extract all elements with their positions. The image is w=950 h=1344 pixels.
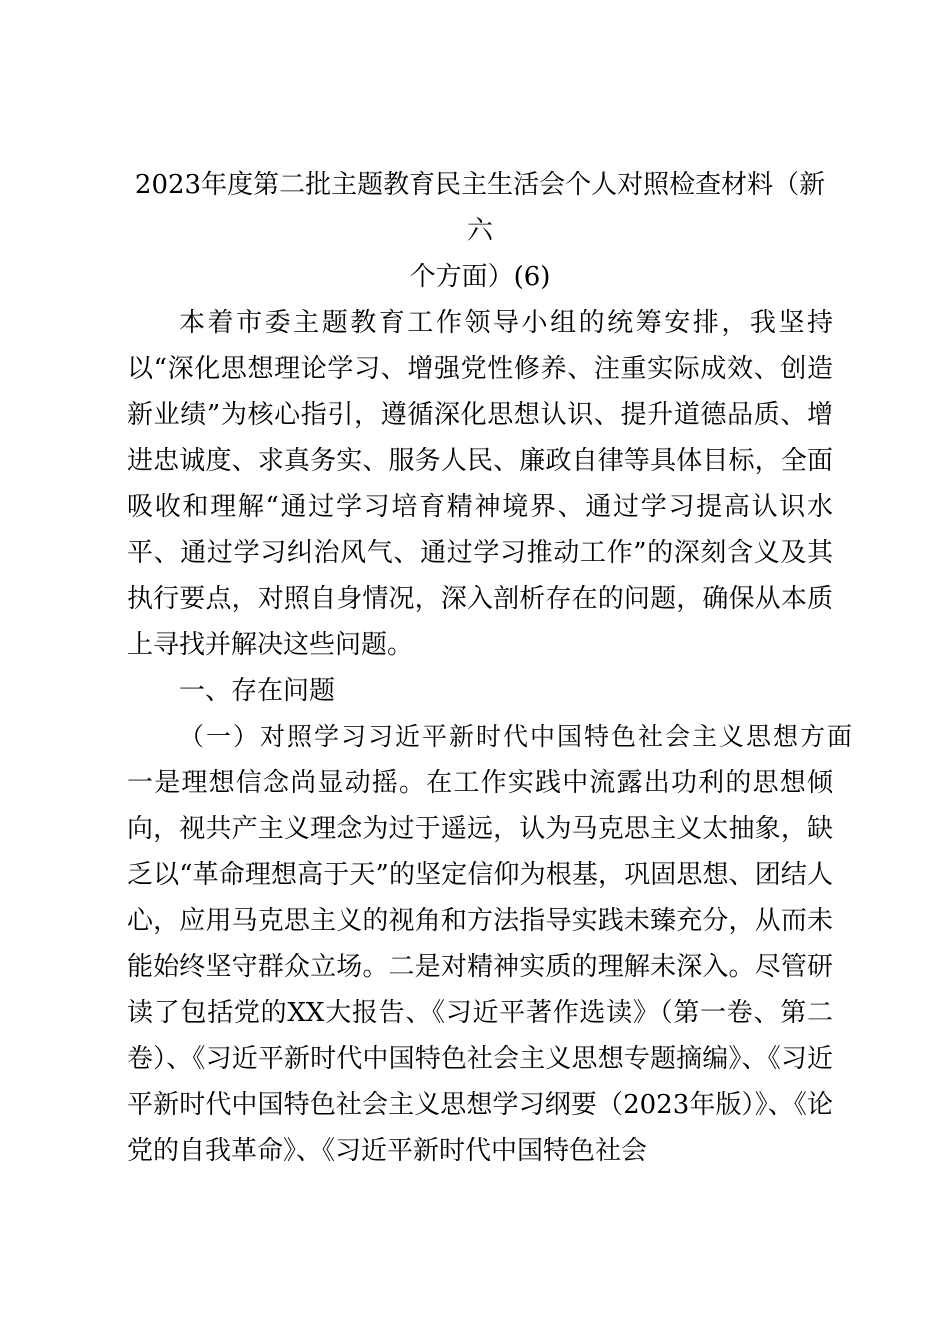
document-title	[127, 162, 833, 300]
document-page	[127, 162, 855, 1174]
subsection-heading-study: （一）对照学习习近平新时代中国特色社会主义思想方面	[179, 722, 855, 751]
title-line-2: 个方面）(6)	[409, 262, 551, 292]
section-heading-problems: 一、存在问题	[179, 676, 336, 706]
body-paragraph: 一是理想信念尚显动摇。在工作实践中流露出功利的思想倾向，视共产主义理念为过于遥远，认为马克思主义太抽象，缺乏以“革命理想高于天”的坚定信仰为根基，巩固思想、团结人心，应用马克思主义的视角和方法指导实践未臻充分，从而未能始终坚守群众立场。二是对精神实质的理解未深入。尽管研读了包括党的XX大报告、《习近平著作选读》（第一卷、第二卷）、《习近平新时代中国特色社会主义思想专题摘编》、《习近平新时代中国特色社会主义思想学习纲要（2023年版）》、《论党的自我革命》、《习近平新时代中国特色社会	[127, 768, 833, 1166]
intro-paragraph: 本着市委主题教育工作领导小组的统筹安排，我坚持以“深化思想理论学习、增强党性修养、注重实际成效、创造新业绩”为核心指引，遵循深化思想认识、提升道德品质、增进忠诚度、求真务实、服务人民、廉政自律等具体目标，全面吸收和理解“通过学习培育精神境界、通过学习提高认识水平、通过学习纠治风气、通过学习推动工作”的深刻含义及其执行要点，对照自身情况，深入剖析存在的问题，确保从本质上寻找并解决这些问题。	[127, 308, 833, 660]
title-line-1: 2023年度第二批主题教育民主生活会个人对照检查材料（新六	[134, 170, 826, 246]
